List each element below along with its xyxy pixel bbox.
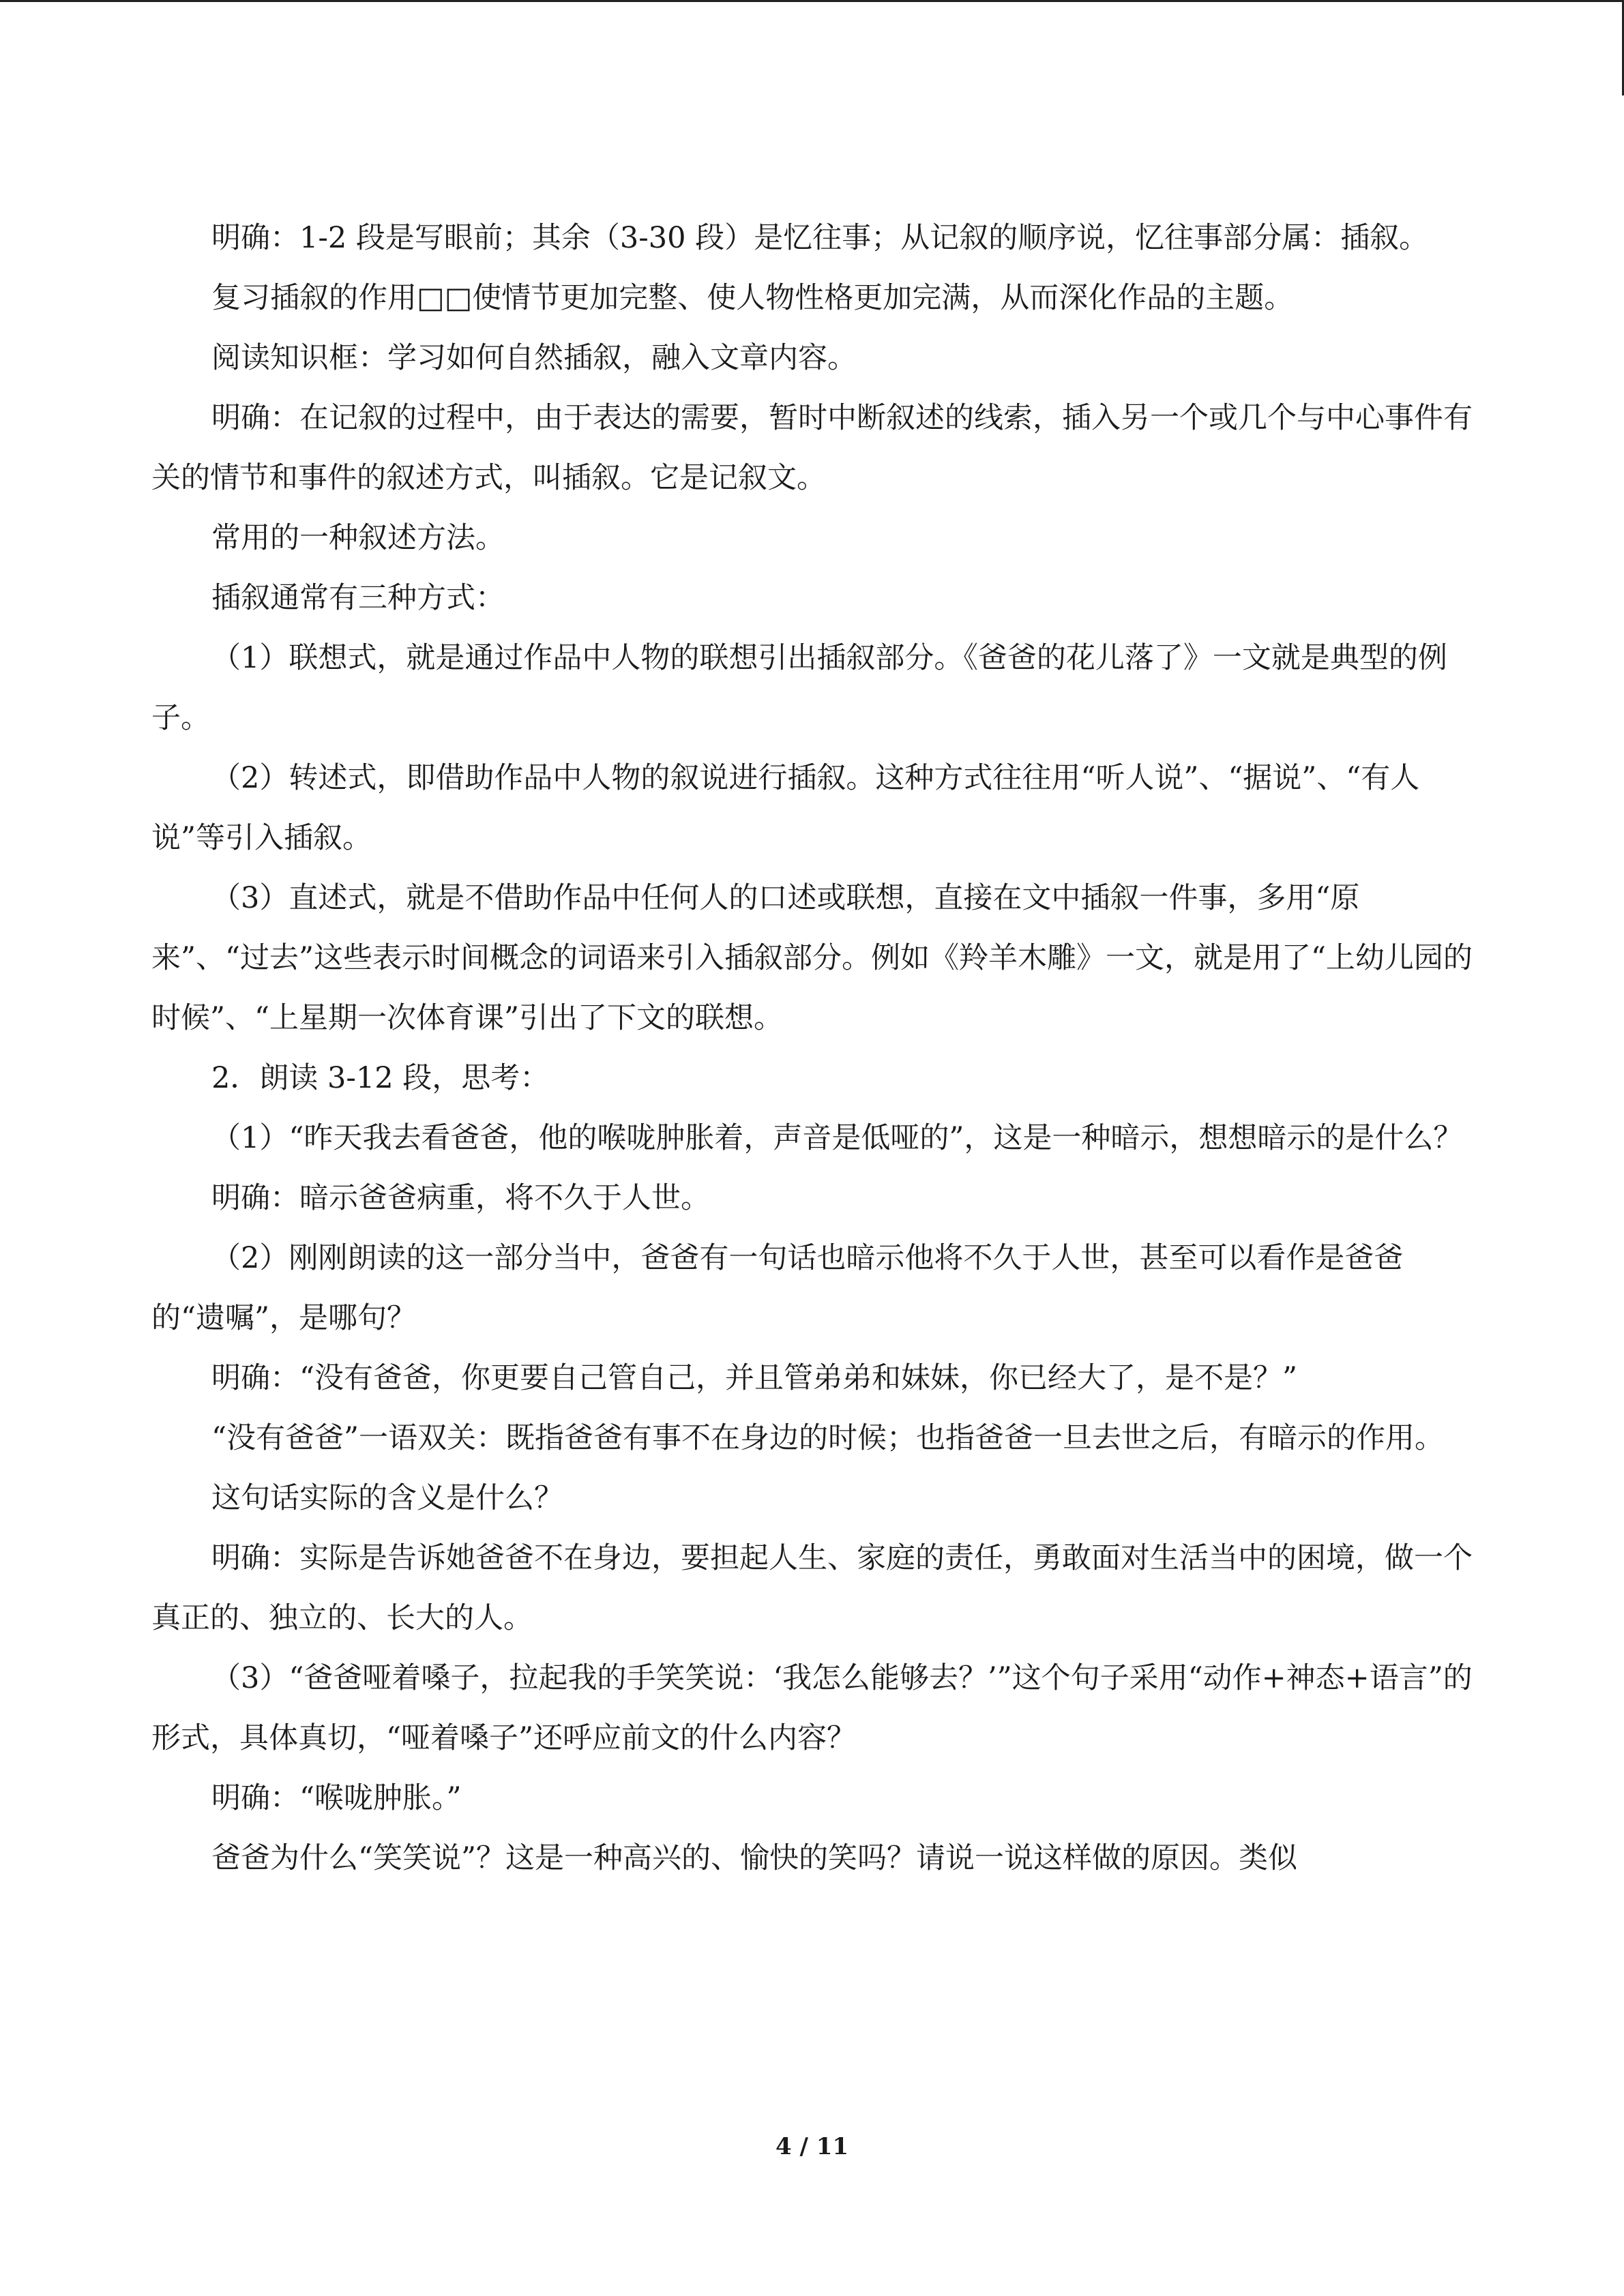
paragraph-10: 2．朗读 3-12 段，思考： bbox=[211, 1061, 550, 1095]
paragraph-3: 阅读知识框：学习如何自然插叙，融入文章内容。 bbox=[211, 341, 857, 375]
paragraph-1: 明确：1-2 段是写眼前；其余（3-30 段）是忆往事；从记叙的顺序说，忆往事部分属：插叙。 bbox=[211, 221, 1429, 255]
paragraph-6: 插叙通常有三种方式： bbox=[211, 581, 505, 615]
paragraph-19: 明确：“喉咙肿胀。” bbox=[211, 1781, 462, 1815]
page-number: 4 / 11 bbox=[775, 2133, 849, 2160]
paragraph-2: 复习插叙的作用□□使情节更加完整、使人物性格更加完满，从而深化作品的主题。 bbox=[211, 281, 1294, 315]
paragraph-16: 这句话实际的含义是什么？ bbox=[211, 1481, 563, 1515]
paragraph-11: （1）“昨天我去看爸爸，他的喉咙肿胀着，声音是低哑的”，这是一种暗示，想想暗示的是什么？ bbox=[211, 1121, 1463, 1155]
paragraph-20: 爸爸为什么“笑笑说”？这是一种高兴的、愉快的笑吗？请说一说这样做的原因。类似 bbox=[211, 1841, 1297, 1875]
paragraph-7: （1）联想式，就是通过作品中人物的联想引出插叙部分。《爸爸的花儿落了》一文就是典型的例子。 bbox=[151, 641, 1447, 735]
paragraph-4: 明确：在记叙的过程中，由于表达的需要，暂时中断叙述的线索，插入另一个或几个与中心事件有关的情节和事件的叙述方式，叫插叙。它是记叙文。 bbox=[151, 401, 1473, 495]
page-top-border bbox=[0, 0, 1624, 2]
paragraph-13: （2）刚刚朗读的这一部分当中，爸爸有一句话也暗示他将不久于人世，甚至可以看作是爸爸的“遗嘱”，是哪句？ bbox=[151, 1241, 1404, 1335]
paragraph-15: “没有爸爸”一语双关：既指爸爸有事不在身边的时候；也指爸爸一旦去世之后，有暗示的作用。 bbox=[211, 1421, 1444, 1455]
document-body bbox=[151, 208, 1473, 1888]
paragraph-12: 明确：暗示爸爸病重，将不久于人世。 bbox=[211, 1181, 710, 1215]
paragraph-5: 常用的一种叙述方法。 bbox=[211, 521, 505, 555]
paragraph-17: 明确：实际是告诉她爸爸不在身边，要担起人生、家庭的责任，勇敢面对生活当中的困境，做一个真正的、独立的、长大的人。 bbox=[151, 1541, 1473, 1635]
paragraph-8: （2）转述式，即借助作品中人物的叙说进行插叙。这种方式往往用“听人说”、“据说”、“有人说”等引入插叙。 bbox=[151, 761, 1420, 855]
paragraph-9: （3）直述式，就是不借助作品中任何人的口述或联想，直接在文中插叙一件事，多用“原来”、“过去”这些表示时间概念的词语来引入插叙部分。例如《羚羊木雕》一文，就是用了“上幼儿园的时候”、“上星期一次体育课”引出了下文的联想。 bbox=[151, 881, 1473, 1035]
paragraph-18: （3）“爸爸哑着嗓子，拉起我的手笑笑说：‘我怎么能够去？’”这个句子采用“动作+神态+语言”的形式，具体真切，“哑着嗓子”还呼应前文的什么内容？ bbox=[151, 1661, 1473, 1755]
paragraph-14: 明确：“没有爸爸，你更要自己管自己，并且管弟弟和妹妹，你已经大了，是不是？” bbox=[211, 1361, 1297, 1395]
